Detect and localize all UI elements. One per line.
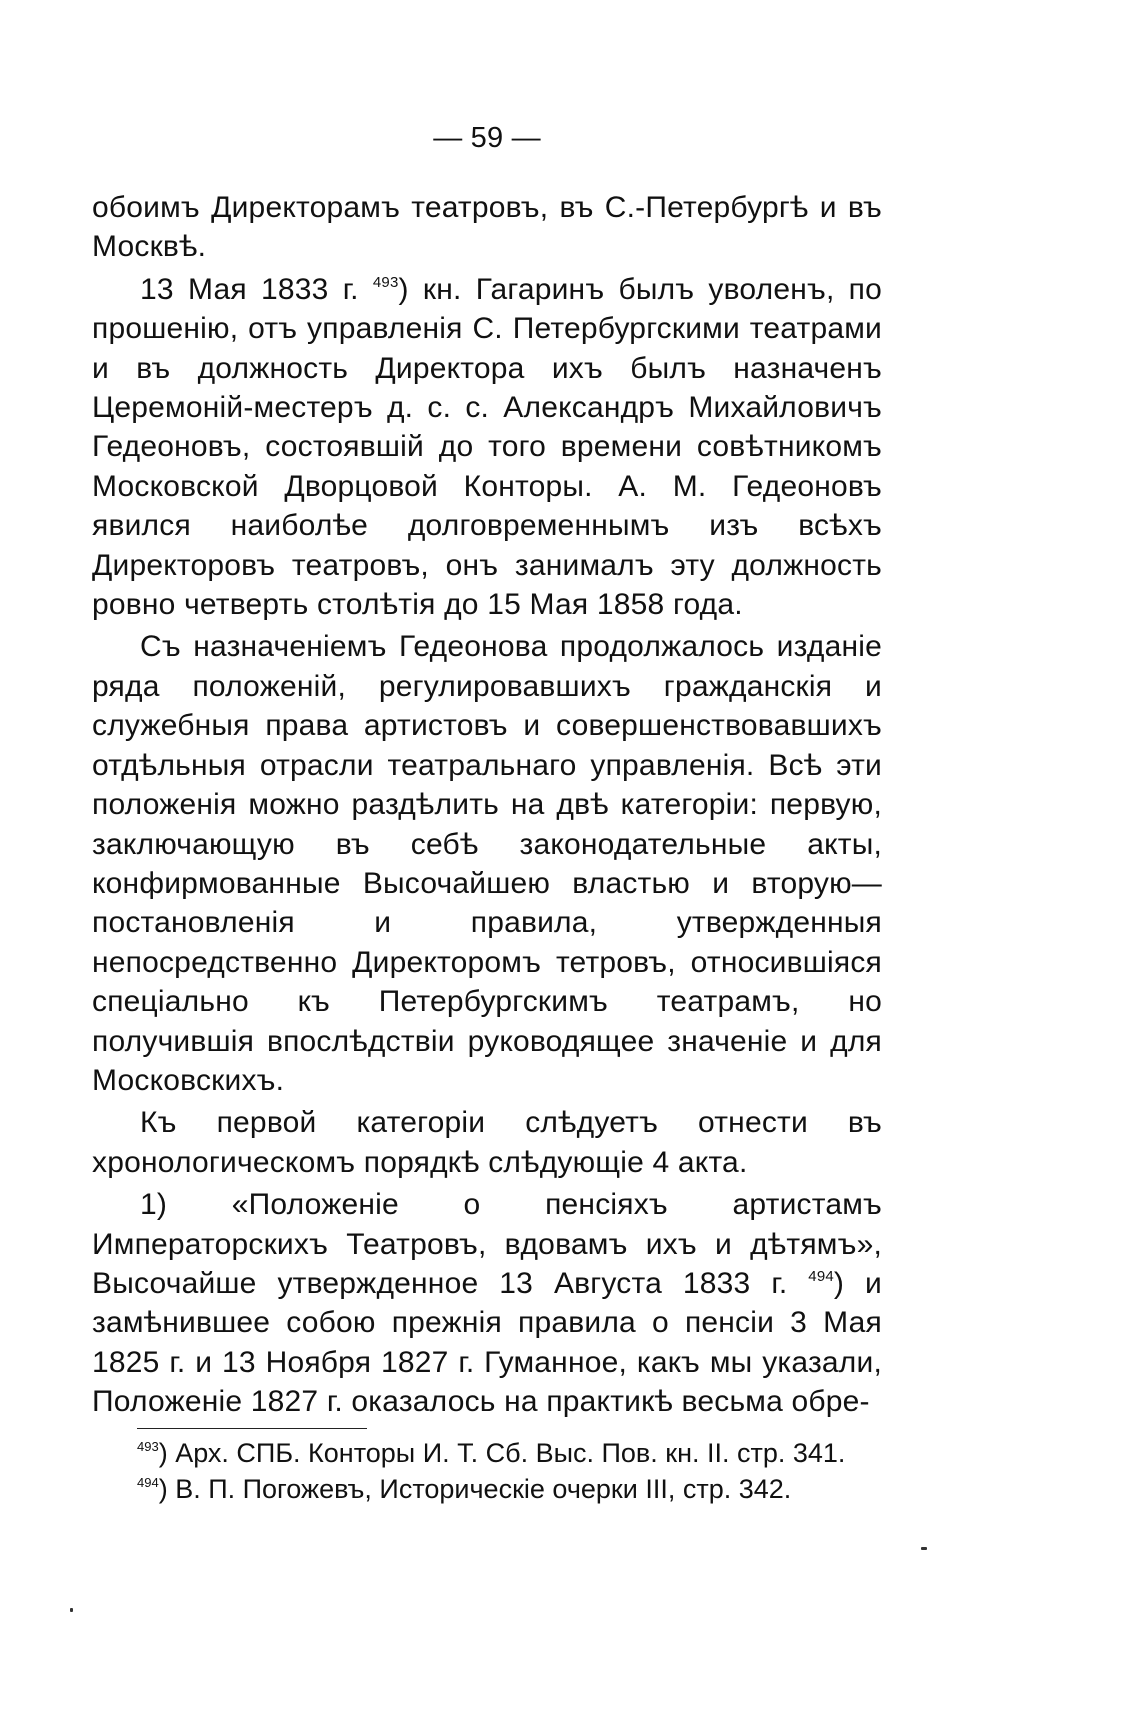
paragraph-3: Съ назначеніемъ Гедеонова продолжалось изданіе ряда положеній, регулировавшихъ гражданскія и служебныя права артистовъ и совершенствовавшихъ отдѣльныя отрасли театральнаго управленія. Всѣ эти положенія можно раздѣлить на двѣ категоріи: первую, заключающую въ себѣ законодательные акты, конфирмованные Высочайшею властью и вторую—постановленія и правила, утвержденныя непосредственно Директоромъ тетровъ, относившіяся спеціально къ Петербургскимъ театрамъ, но получившія впослѣдствіи руководящее значеніе и для Московскихъ. xyxy=(92,630,882,1097)
paragraph-2-text-end: ) кн. Гагаринъ былъ уволенъ, по прошенію, отъ управленія С. Петербургскими театрами и въ должность Директора ихъ былъ назначенъ Церемоній-местеръ д. с. с. Александръ Михайловичъ Гедеоновъ, состоявшій до того времени совѣтникомъ Московской Дворцовой Конторы. А. М. Гедеоновъ явился наиболѣе долговременнымъ изъ всѣхъ Директоровъ театровъ, онъ занималъ эту должность ровно четверть столѣтія до 15 Мая 1858 года. xyxy=(92,272,882,622)
footnote-493 xyxy=(92,1435,882,1471)
scan-speck xyxy=(70,1608,73,1612)
paragraph-5-text-end: ) и замѣнившее собою прежнія правила о пенсіи 3 Мая 1825 г. и 13 Ноября 1827 г. Гуманное, какъ мы указали, Положеніе 1827 г. оказалось на практикѣ весьма обре- xyxy=(92,1266,882,1419)
paragraph-2 xyxy=(92,270,882,625)
paragraph-5-text-start: 1) «Положеніе о пенсіяхъ артистамъ Императорскихъ Театровъ, вдовамъ ихъ и дѣтямъ», Высочайше утвержденное 13 Августа 1833 г. xyxy=(92,1188,882,1300)
footnote-ref-494: 494 xyxy=(808,1267,834,1285)
paragraph-2-text-start: 13 Мая 1833 г. xyxy=(140,272,373,306)
footnotes-section xyxy=(92,1435,882,1507)
paragraph-4: Къ первой категоріи слѣдуетъ отнести въ хронологическомъ порядкѣ слѣдующіе 4 акта. xyxy=(92,1106,882,1179)
page-number: — 59 — xyxy=(433,122,541,154)
footnote-number-493: 493 xyxy=(137,1438,159,1454)
footnote-text-494: ) В. П. Погожевъ, Историческіе очерки III, стр. 342. xyxy=(158,1473,792,1504)
document-page xyxy=(92,118,882,1507)
scan-speck xyxy=(921,1547,927,1550)
paragraph-1: обоимъ Директорамъ театровъ, въ С.-Петербургѣ и въ Москвѣ. xyxy=(92,191,882,264)
footnote-divider xyxy=(137,1428,367,1429)
footnote-number-494: 494 xyxy=(137,1474,159,1490)
footnote-text-493: ) Арх. СПБ. Конторы И. Т. Сб. Выс. Пов. кн. II. стр. 341. xyxy=(158,1437,846,1468)
footnote-494 xyxy=(92,1471,882,1507)
footnote-ref-493: 493 xyxy=(372,273,399,291)
paragraph-5 xyxy=(92,1185,882,1421)
